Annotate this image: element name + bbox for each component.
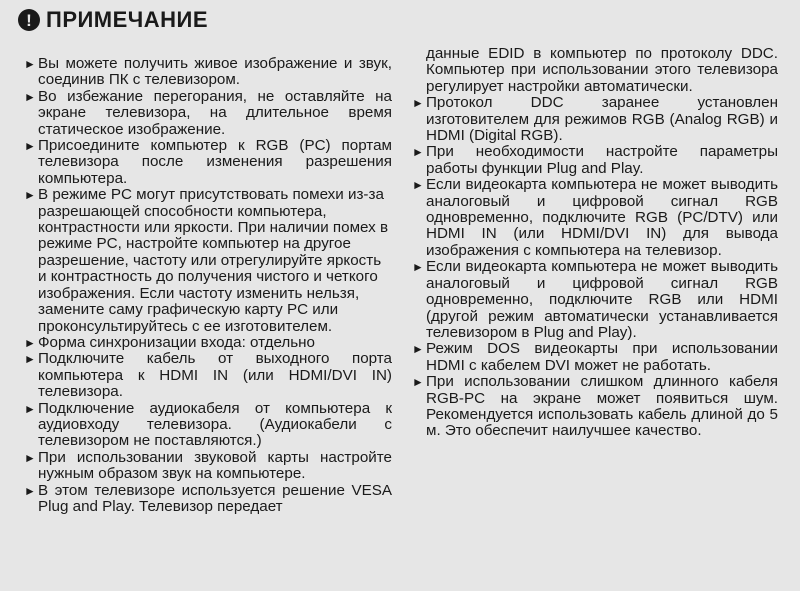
bullet-arrow-icon: ► <box>412 342 424 357</box>
list-item: ► В режиме PC могут присутствовать помехи из-за разрешающей способности компьютера, контрастности или яркости. При наличии помех в режиме PC, настройте компьютер на другое разрешение, частоту или отрегулируйте яркость и контрастность до получения чистого и четкого изображения. Если частоту изменить нельзя, замените саму графическую карту PC или проконсультируйтесь с ее изготовителем. <box>24 186 389 335</box>
list-item: ► Протокол DDC заранее установлен изготовителем для режимов RGB (Analog RGB) и HDMI (Digital RGB). <box>412 94 778 145</box>
list-item-continuation: данные EDID в компьютер по протоколу DDC. Компьютер при использовании этого телевизора регулирует настройки автоматически. <box>426 45 778 95</box>
bullet-arrow-icon: ► <box>412 178 424 193</box>
list-item: ► Подключите кабель от выходного порта компьютера к HDMI IN (или HDMI/DVI IN) телевизора. <box>24 350 392 401</box>
list-item: ► Если видеокарта компьютера не может выводить аналоговый и цифровой сигнал RGB одновременно, подключите RGB (PC/DTV) или HDMI IN (или HDMI/DVI IN) для вывода изображения с компьютера на телевизор. <box>412 176 778 259</box>
list-item: ► В этом телевизоре используется решение VESA Plug and Play. Телевизор передает <box>24 481 392 515</box>
bullet-arrow-icon: ► <box>24 483 36 498</box>
list-item: ► При использовании звуковой карты настройте нужным образом звук на компьютере. <box>24 448 392 483</box>
bullet-arrow-icon: ► <box>24 335 36 350</box>
list-item: ► Форма синхронизации входа: отдельно <box>24 333 315 351</box>
list-item: ► При необходимости настройте параметры работы функции Plug and Play. <box>412 143 778 177</box>
page-title: ПРИМЕЧАНИЕ <box>46 7 209 32</box>
bullet-arrow-icon: ► <box>412 145 424 160</box>
list-item: ► Присоедините компьютер к RGB (PC) портам телевизора после изменения разрешения компьютера. <box>24 137 392 187</box>
exclamation-icon: ! <box>18 9 40 31</box>
bullet-arrow-icon: ► <box>412 260 424 275</box>
list-item: ► Вы можете получить живое изображение и звук, соединив ПК с телевизором. <box>24 55 392 89</box>
list-item: ► Если видеокарта компьютера не может выводить аналоговый и цифровой сигнал RGB одновременно, подключите RGB или HDMI (другой режим автоматически устанавливается телевизором в Plug and Play). <box>412 258 778 341</box>
bullet-arrow-icon: ► <box>24 57 36 71</box>
bullet-arrow-icon: ► <box>24 352 36 367</box>
bullet-arrow-icon: ► <box>24 401 36 416</box>
list-item: ► Подключение аудиокабеля от компьютера к аудиовходу телевизора. (Аудиокабели с телевизором не поставляются.) <box>24 399 392 450</box>
bullet-arrow-icon: ► <box>24 139 36 154</box>
list-item: ► Режим DOS видеокарты при использовании HDMI с кабелем DVI может не работать. <box>412 340 778 374</box>
bullet-arrow-icon: ► <box>412 375 424 390</box>
left-column <box>24 56 392 515</box>
list-item: ► При использовании слишком длинного кабеля RGB-PC на экране может появиться шум. Рекомендуется использовать кабель длиной до 5 м. Это обеспечит наилучшее качество. <box>412 373 778 440</box>
bullet-arrow-icon: ► <box>24 188 36 203</box>
bullet-arrow-icon: ► <box>412 96 424 111</box>
note-header <box>18 7 208 33</box>
bullet-arrow-icon: ► <box>24 89 36 104</box>
bullet-arrow-icon: ► <box>24 450 36 465</box>
list-item: ► Во избежание перегорания, не оставляйте на экране телевизора, на длительное время статическое изображение. <box>24 87 392 138</box>
right-column <box>412 46 778 440</box>
